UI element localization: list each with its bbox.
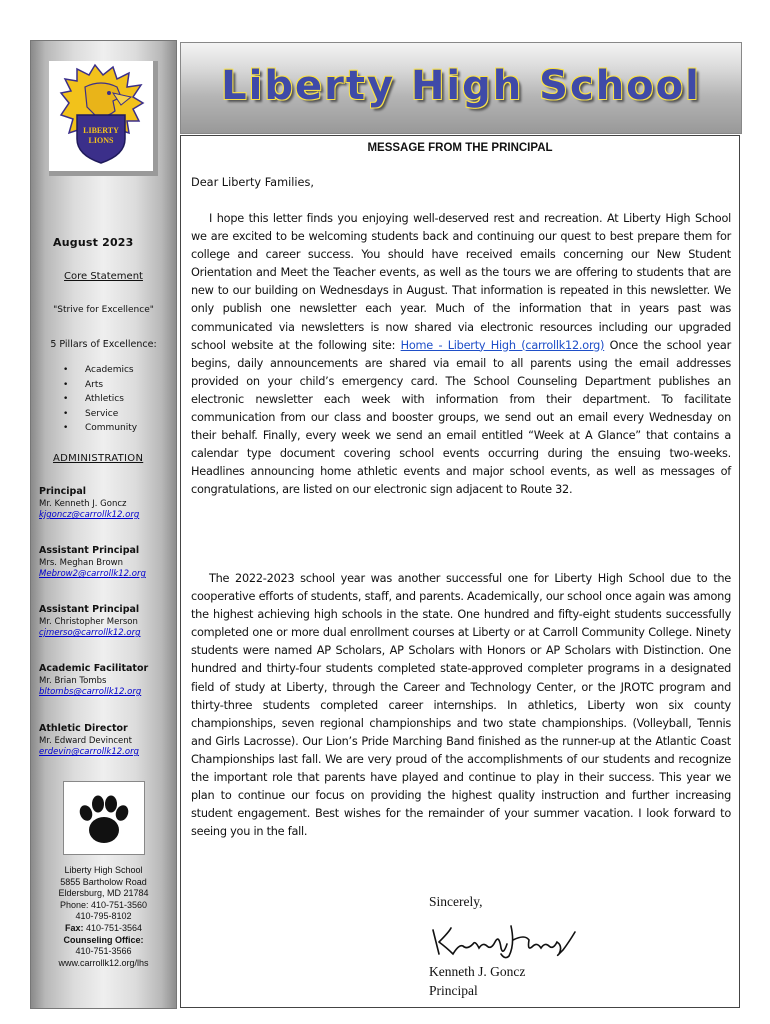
staff-entry-assistant-principal bbox=[39, 604, 174, 638]
staff-email-link[interactable]: Mebrow2@carrollk12.org bbox=[39, 569, 146, 579]
signer-title: Principal bbox=[429, 983, 478, 998]
staff-email-link[interactable]: kjgoncz@carrollk12.org bbox=[39, 510, 140, 520]
counseling-label: Counseling Office: bbox=[63, 934, 144, 945]
staff-entry-academic-facilitator bbox=[39, 663, 174, 697]
logo-text-lions: LIONS bbox=[88, 136, 114, 145]
staff-email-link[interactable]: erdevin@carrollk12.org bbox=[39, 747, 139, 757]
letter-paragraph-1 bbox=[191, 210, 731, 500]
core-statement-heading: Core Statement bbox=[64, 271, 143, 282]
letter-paragraph-2: The 2022-2023 school year was another successful one for Liberty High School due to the cooperative efforts of students, staff, and parents. Academically, our school once again was among the highest achieving high schools in the state. One hundred and fifty-eight students successfully completed one or more dual enrollment courses at Liberty or at Carroll Community College. Ninety students were named AP Scholars, AP Scholars with Honors or AP Scholars with Distinction. One hundred and thirty-four students completed state-approved completer programs in a designated field of study at Liberty, through the Career and Technology Center, or the JROTC program and thirty-three students completed career internships. In athletics, Liberty won six county championships, seven regional championships and two state championships. (Volleyball, Tennis and Girls Lacrosse). Our Lion’s Pride Marching Band finished as the runner-up at the Atlantic Coast Championships last fall. We are very proud of the accomplishments of our students and recognize the important role that parents have played and continue to play in their success. This year we plan to continue our focus on providing the highest quality instruction and further increasing student engagement. Best wishes for the remainder of your summer vacation. I look forward to seeing you in the fall. bbox=[191, 572, 731, 839]
greeting: Dear Liberty Families, bbox=[191, 176, 314, 189]
fax bbox=[31, 923, 176, 935]
staff-name: Mr. Christopher Merson bbox=[39, 617, 138, 627]
school-logo bbox=[49, 61, 158, 176]
staff-role: Principal bbox=[39, 486, 87, 497]
staff-role: Assistant Principal bbox=[39, 604, 140, 615]
pillars-list bbox=[55, 363, 184, 436]
staff-email-link[interactable]: cjmerso@carrollk12.org bbox=[39, 628, 141, 638]
staff-entry-principal bbox=[39, 486, 174, 520]
newsletter-header bbox=[180, 42, 742, 134]
pillar-item: • Arts bbox=[55, 378, 184, 393]
phone-alt: 410-795-8102 bbox=[75, 911, 132, 922]
address-line: 5855 Bartholow Road bbox=[60, 876, 147, 887]
pillar-item: • Service bbox=[55, 407, 184, 422]
address-line: Eldersburg, MD 21784 bbox=[58, 888, 149, 899]
sidebar bbox=[30, 40, 177, 1009]
staff-name: Mrs. Meghan Brown bbox=[39, 558, 123, 568]
staff-role: Athletic Director bbox=[39, 723, 128, 734]
logo-text-liberty: LIBERTY bbox=[83, 126, 119, 135]
staff-entry-athletic-director bbox=[39, 723, 174, 757]
staff-email-link[interactable]: bltombs@carrollk12.org bbox=[39, 687, 142, 697]
principal-message bbox=[180, 135, 740, 1008]
paragraph-text: I hope this letter finds you enjoying well-deserved rest and recreation. At Liberty High School we are excited to be welcoming students back and continuing our quest to best prepare them for college and career success. You should have received emails concerning our New Student Orientation and Meet the Teacher events, as well as the tours we are offering to students that are new to our building on Wednesdays in August. That information is repeated in this newsletter. We only publish one newsletter each year. Much of the information that in years past was communicated via newsletters is now shared via electronic resources including our upgraded school website at the following site: bbox=[191, 212, 731, 352]
administration-heading: ADMINISTRATION bbox=[53, 453, 144, 464]
staff-role: Academic Facilitator bbox=[39, 663, 149, 674]
pillar-item: • Academics bbox=[55, 363, 184, 378]
message-title: MESSAGE FROM THE PRINCIPAL bbox=[367, 142, 553, 154]
core-statement-quote: "Strive for Excellence" bbox=[53, 305, 154, 315]
fax-label: Fax: bbox=[64, 922, 84, 933]
staff-name: Mr. Kenneth J. Goncz bbox=[39, 499, 127, 509]
staff-name: Mr. Edward Devincent bbox=[39, 736, 132, 746]
pillar-item: • Athletics bbox=[55, 392, 184, 407]
school-website-link[interactable]: Home - Liberty High (carrollk12.org) bbox=[400, 338, 605, 352]
website: www.carrollk12.org/lhs bbox=[58, 957, 149, 968]
phone: Phone: 410-751-3560 bbox=[59, 899, 148, 910]
pillars-heading: 5 Pillars of Excellence: bbox=[50, 339, 157, 350]
paw-print-icon bbox=[64, 782, 144, 854]
paw-print-box bbox=[63, 781, 145, 855]
lion-mascot-icon bbox=[55, 63, 147, 167]
signature-image bbox=[429, 920, 589, 960]
fax-number: 410-751-3564 bbox=[83, 922, 143, 933]
newsletter-date: August 2023 bbox=[53, 236, 134, 249]
counseling-phone: 410-751-3566 bbox=[75, 946, 132, 957]
closing: Sincerely, bbox=[429, 894, 483, 909]
staff-entry-assistant-principal bbox=[39, 545, 174, 579]
address-line: Liberty High School bbox=[64, 865, 143, 875]
staff-name: Mr. Brian Tombs bbox=[39, 676, 107, 686]
pillar-item: • Community bbox=[55, 421, 184, 436]
staff-role: Assistant Principal bbox=[39, 545, 140, 556]
school-title: Liberty High School bbox=[221, 63, 701, 109]
school-address bbox=[31, 865, 176, 969]
paragraph-text: Once the school year begins, daily announcements are shared via email to all parents using the email addresses provided on your child’s emergency card. The School Counseling Department publishes an electronic newsletter each week with information from their department. To facilitate communication from our class and booster groups, we send out an email every Wednesday on their behalf. Finally, every week we send an email entitled “Week at A Glance” that contains a calendar type document covering school events occurring during the ensuing two-weeks. Headlines announcing home athletic events and major school events, as well as messages of congratulations, are listed on our electronic sign adjacent to Route 32. bbox=[191, 338, 731, 497]
signer-name: Kenneth J. Goncz bbox=[429, 964, 526, 979]
